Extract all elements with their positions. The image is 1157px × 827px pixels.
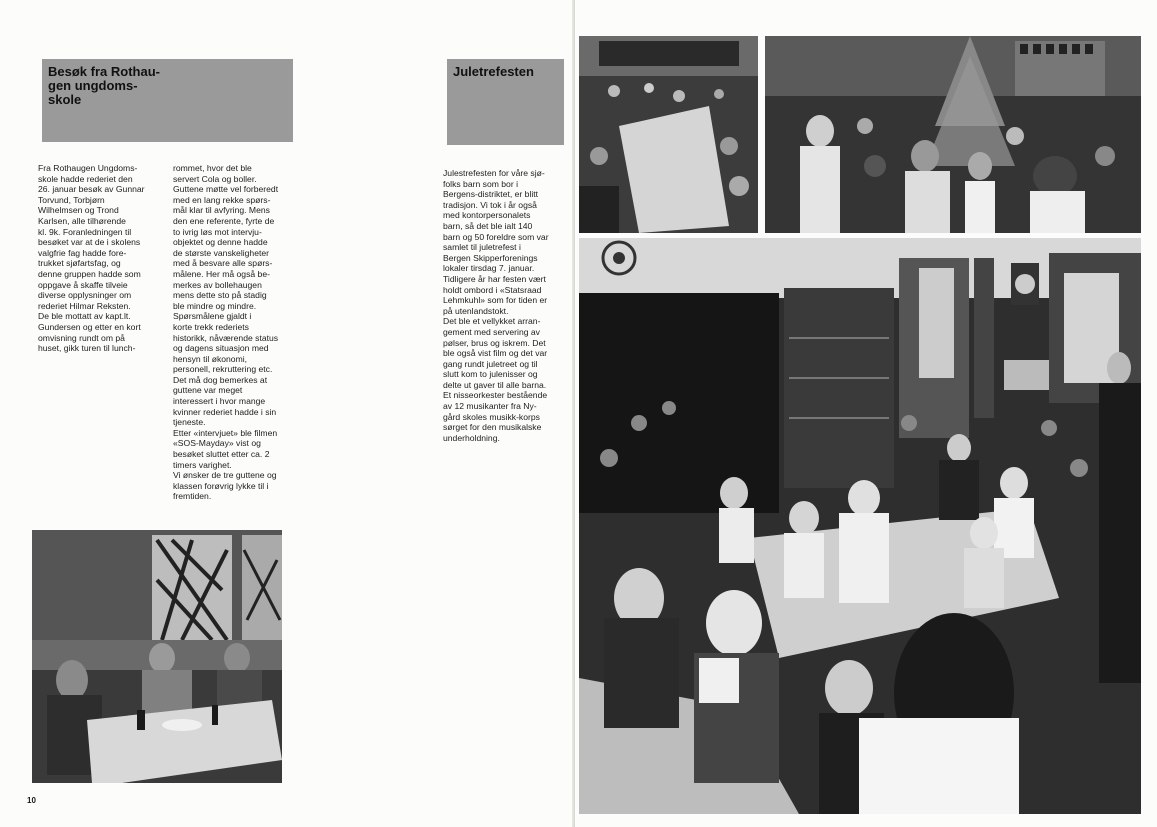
page-number: 10 — [27, 796, 36, 805]
photo-students-at-table — [32, 530, 282, 783]
article-column-2: rommet, hvor det ble servert Cola og boller. Guttene møtte vel forberedt med en lang rekke spørs- mål klar til avfyring. Mens den ene referente, fyrte de to ivrig løs mot intervju- objektet og denne hadde de største vanskeligheter med å besvare alle spørs- målene. Her må også be- merkes av bollehaugen mens dette sto på stadig ble mindre og mindre. Spørsmålene gjaldt i korte trekk rederiets historikk, nåværende status og dagens situasjon med hensyn til økonomi, personell, rekruttering etc. Det må dog bemerkes at guttene var meget interessert i hvor mange kvinner rederiet hadde i sin tjeneste. Etter «intervjuet» ble filmen «SOS-Mayday» vist og besøket sluttet etter ca. 2 timers varighet. Vi ønsker de tre guttene og klassen forøvrig lykke til i fremtiden. — [173, 163, 279, 502]
article-title-box — [42, 59, 293, 142]
photo-party-tables — [579, 36, 758, 233]
juletrefesten-column: Julestrefesten for våre sjø- folks barn som bor i Bergens-distriktet, er blitt tradisjon. Vi tok i år også med kontorpersonalets barn, så det ble ialt 140 barn og 50 foreldre som var samlet til juletrefest i Bergen Skipperforenings lokaler tirsdag 7. januar. Tidligere år har festen vært holdt ombord i «Statsraad Lehmkuhl» som for tiden er på utenlandstokt. Det ble et vellykket arran- gement med servering av pølser, brus og iskrem. Det ble også vist film og det var gang rundt juletreet og til slutt kom to julenisser og delte ut gaver til alle barna. Et nisseorkester bestående av 12 musikanter fra Ny- gård skoles musikk-korps sørget for den musikalske underholdning. — [443, 168, 549, 443]
article-title-box-juletrefesten — [447, 59, 564, 145]
photo-christmas-tree — [765, 36, 1141, 233]
article-title: Besøk fra Rothau- gen ungdoms- skole — [48, 64, 160, 107]
photo-children-at-party — [579, 238, 1141, 814]
article-title-juletrefesten: Juletrefesten — [453, 64, 534, 79]
article-column-1: Fra Rothaugen Ungdoms- skole hadde rederiet den 26. januar besøk av Gunnar Torvund, Torbjørn Wilhelmsen og Trond Karlsen, alle tilhørende kl. 9k. Foranledningen til besøket var at de i skolens valgfrie fag hadde fore- trukket sjøfartsfag, og denne gruppen hadde som oppgave å skaffe tilveie diverse opplysninger om rederiet Hilmar Reksten. De ble mottatt av kapt.lt. Gundersen og etter en kort omvisning rundt om på huset, gikk turen til lunch- — [38, 163, 145, 354]
